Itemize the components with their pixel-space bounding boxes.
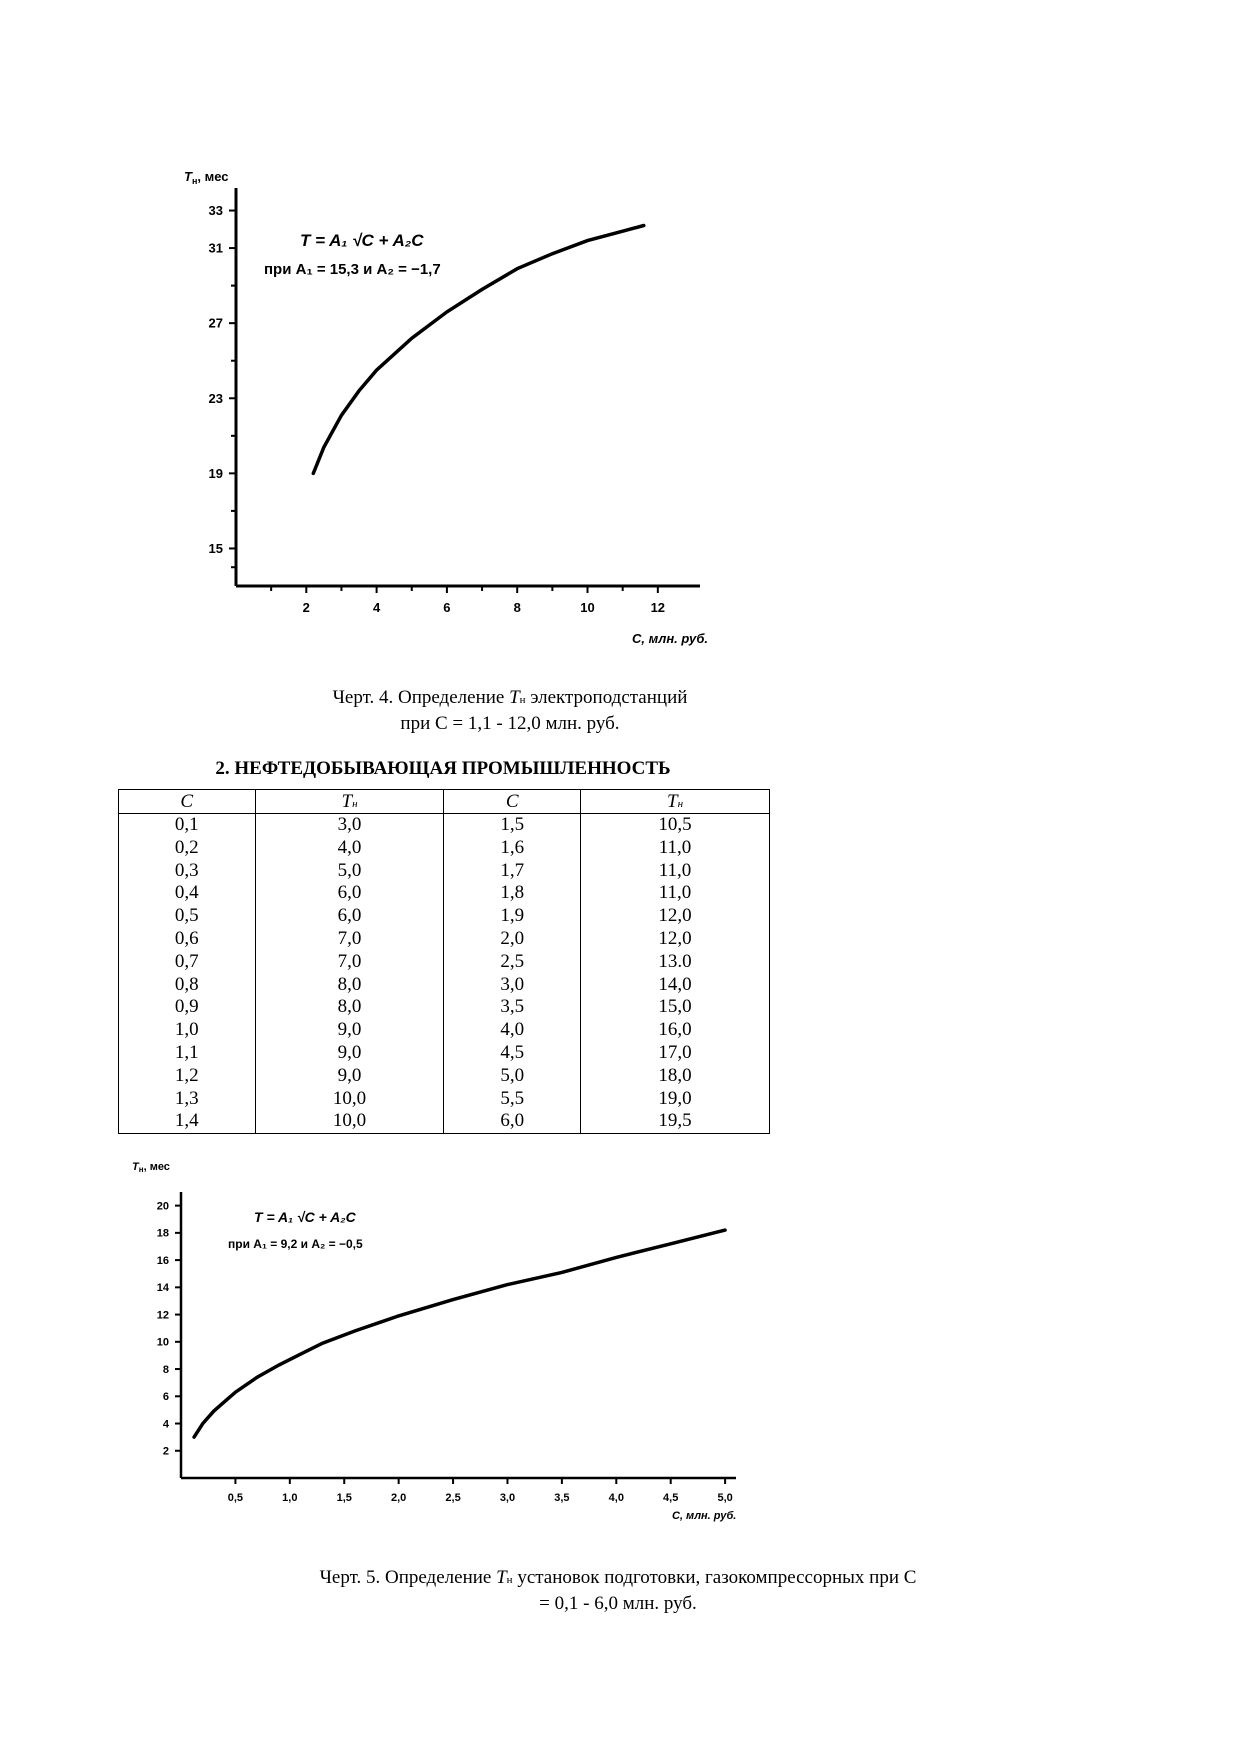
table-cell: 1,6	[444, 837, 581, 860]
y-tick-label: 14	[156, 1282, 169, 1295]
chart-figure-5	[0, 1150, 1240, 1550]
table-cell: 0,6	[174, 927, 199, 949]
table-cell: 15,0	[581, 996, 770, 1019]
y-tick-label: 23	[208, 390, 223, 406]
formula-text: T = A₁ √C + A₂C	[254, 1209, 356, 1225]
table-cell: 19,5	[581, 1110, 770, 1133]
table-row	[119, 1019, 770, 1042]
table-row	[119, 974, 770, 997]
table-cell: 0,5	[174, 905, 199, 927]
chart-curve	[194, 1230, 725, 1437]
y-tick-label: 27	[208, 315, 223, 331]
table-row	[119, 905, 770, 928]
table-cell: 1,8	[444, 882, 581, 905]
table-cell: 1,9	[444, 905, 581, 928]
table-cell: 12,0	[581, 928, 770, 951]
table-cell: 3,5	[444, 996, 581, 1019]
table-cell: 9,0	[255, 1065, 444, 1088]
figure-caption-4: Черт. 4. Определение Tн электроподстанций при С = 1,1 - 12,0 млн. руб.	[332, 687, 688, 734]
x-tick-label: 2	[302, 600, 310, 615]
chart-figure-4	[0, 0, 1240, 680]
table-row	[119, 814, 770, 837]
table-cell: 5,0	[255, 860, 444, 883]
y-tick-label: 6	[162, 1391, 169, 1404]
y-axis-label: Tн, мес	[132, 1161, 170, 1174]
chart-axes	[181, 1192, 736, 1478]
y-tick-label: 15	[208, 541, 223, 557]
y-tick-label: 8	[162, 1363, 169, 1376]
x-tick-label: 6	[443, 600, 451, 615]
x-tick-label: 2,5	[445, 1492, 461, 1504]
table-cell: 19,0	[581, 1088, 770, 1111]
table-cell: 13.0	[581, 951, 770, 974]
table-cell: 0,8	[174, 973, 199, 995]
column-header: C	[119, 790, 256, 814]
table-cell: 1,5	[444, 814, 581, 837]
table-cell: 16,0	[581, 1019, 770, 1042]
table-cell: 10,0	[255, 1110, 444, 1133]
table-row	[119, 1042, 770, 1065]
table-cell: 1,4	[174, 1110, 199, 1132]
table-cell: 5,5	[444, 1088, 581, 1111]
x-tick-label: 0,5	[227, 1492, 244, 1504]
table-cell: 3,0	[444, 974, 581, 997]
table-cell: 11,0	[581, 882, 770, 905]
table-cell: 4,0	[255, 837, 444, 860]
table-cell: 10,5	[581, 814, 770, 837]
table-cell: 0,3	[174, 859, 199, 881]
table-cell: 0,9	[174, 996, 199, 1018]
y-tick-label: 16	[156, 1254, 169, 1267]
table-row	[119, 1110, 770, 1133]
table-cell: 6,0	[255, 882, 444, 905]
column-header: Tн	[255, 790, 444, 814]
table-cell: 8,0	[255, 996, 444, 1019]
table-cell: 7,0	[255, 951, 444, 974]
y-axis-label: $T_н$, мес	[184, 169, 229, 186]
x-axis-label: C, млн. руб.	[632, 631, 709, 646]
y-tick-label: 12	[156, 1309, 169, 1322]
table-cell: 7,0	[255, 928, 444, 951]
table-header-row	[119, 790, 770, 814]
table-row	[119, 951, 770, 974]
table-cell: 11,0	[581, 837, 770, 860]
y-tick-label: 18	[156, 1227, 169, 1240]
column-header: C	[444, 790, 581, 814]
table-cell: 4,0	[444, 1019, 581, 1042]
table-row	[119, 1065, 770, 1088]
x-tick-label: 4	[372, 600, 381, 615]
section-title: 2. НЕФТЕДОБЫВАЮЩАЯ ПРОМЫШЛЕННОСТЬ	[215, 758, 671, 779]
x-tick-label: 3,5	[554, 1492, 570, 1504]
x-axis-label: C, млн. руб.	[672, 1510, 737, 1522]
table-row	[119, 996, 770, 1019]
table-cell: 3,0	[255, 814, 444, 837]
column-header: Tн	[581, 790, 770, 814]
table-cell: 18,0	[581, 1065, 770, 1088]
table-cell: 5,0	[444, 1065, 581, 1088]
table-cell: 1,7	[444, 860, 581, 883]
table-cell: 14,0	[581, 974, 770, 997]
x-tick-label: 8	[513, 600, 521, 615]
table-cell: 0,4	[174, 882, 199, 904]
x-tick-label: 5,0	[717, 1492, 733, 1504]
table-cell: 2,5	[444, 951, 581, 974]
formula-text: T = A₁ √C + A₂C	[300, 231, 424, 250]
table-cell: 6,0	[444, 1110, 581, 1133]
table-cell: 9,0	[255, 1042, 444, 1065]
formula-params: при A₁ = 9,2 и A₂ = −0,5	[228, 1237, 363, 1251]
formula-params: при A₁ = 15,3 и A₂ = −1,7	[264, 261, 441, 278]
y-tick-label: 4	[162, 1418, 169, 1431]
y-tick-label: 31	[208, 240, 223, 256]
table-cell: 8,0	[255, 974, 444, 997]
table-row	[119, 882, 770, 905]
table-cell: 12,0	[581, 905, 770, 928]
table-cell: 0,2	[174, 836, 199, 858]
y-tick-label: 33	[208, 203, 223, 219]
x-tick-label: 12	[650, 600, 666, 615]
table-cell: 17,0	[581, 1042, 770, 1065]
table-cell: 1,3	[174, 1087, 199, 1109]
x-tick-label: 4,5	[663, 1492, 679, 1504]
table-row	[119, 860, 770, 883]
table-cell: 10,0	[255, 1088, 444, 1111]
y-tick-label: 10	[156, 1336, 169, 1349]
x-tick-label: 1,0	[282, 1492, 298, 1504]
y-tick-label: 19	[208, 465, 223, 481]
data-table	[118, 789, 770, 1134]
table-cell: 1,1	[174, 1041, 199, 1063]
x-tick-label: 3,0	[499, 1492, 516, 1504]
table-cell: 6,0	[255, 905, 444, 928]
table-cell: 0,1	[174, 814, 199, 835]
table-row	[119, 837, 770, 860]
table-cell: 11,0	[581, 860, 770, 883]
table-cell: 1,0	[174, 1019, 199, 1041]
y-tick-label: 20	[156, 1200, 169, 1213]
table-row	[119, 1088, 770, 1111]
figure-caption-5: Черт. 5. Определение Tн установок подготовки, газокомпрессорных при С = 0,1 - 6,0 млн. руб.	[319, 1567, 917, 1614]
table-cell: 9,0	[255, 1019, 444, 1042]
x-tick-label: 1,5	[336, 1492, 352, 1504]
table-cell: 0,7	[174, 950, 199, 972]
table-cell: 1,2	[174, 1064, 199, 1086]
table-cell: 4,5	[444, 1042, 581, 1065]
x-tick-label: 10	[580, 600, 595, 615]
table-cell: 2,0	[444, 928, 581, 951]
table-row	[119, 928, 770, 951]
x-tick-label: 2,0	[390, 1492, 407, 1504]
y-tick-label: 2	[162, 1445, 169, 1458]
x-tick-label: 4,0	[608, 1492, 624, 1504]
